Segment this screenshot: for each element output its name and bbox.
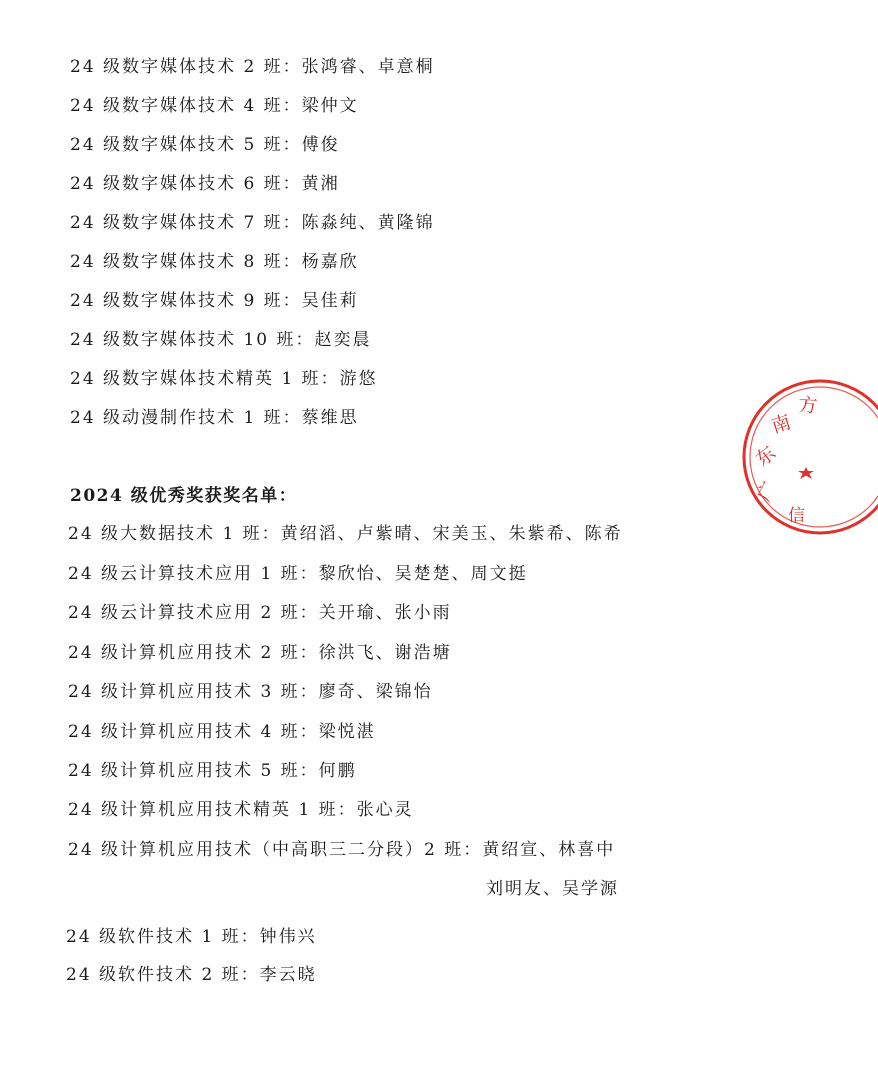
- award-line: 24 级动漫制作技术 1 班：蔡维思: [70, 408, 359, 428]
- seal-char: 东: [751, 441, 781, 471]
- seal-char: 信: [788, 506, 805, 526]
- official-seal: [738, 375, 878, 545]
- award-line: 24 级计算机应用技术 3 班：廖奇、梁锦怡: [68, 682, 433, 702]
- seal-char: 广: [752, 478, 782, 506]
- award-line-continuation: 刘明友、吴学源: [486, 879, 619, 899]
- award-line: 24 级计算机应用技术 2 班：徐洪飞、谢浩塘: [68, 643, 452, 663]
- award-line: 24 级数字媒体技术精英 1 班：游悠: [70, 369, 378, 389]
- award-line: 24 级软件技术 2 班：李云晓: [66, 965, 317, 985]
- award-line: 24 级数字媒体技术 2 班：张鸿睿、卓意桐: [70, 57, 435, 77]
- award-line: 24 级数字媒体技术 6 班：黄湘: [70, 174, 340, 194]
- seal-char: 方: [797, 394, 819, 418]
- award-line: 24 级计算机应用技术 4 班：梁悦湛: [68, 722, 376, 742]
- award-line: 24 级计算机应用技术 5 班：何鹏: [68, 761, 357, 781]
- award-line: 24 级数字媒体技术 5 班：傅俊: [70, 135, 340, 155]
- award-line: 24 级数字媒体技术 10 班：赵奕晨: [70, 330, 372, 350]
- seal-char: 南: [768, 410, 794, 438]
- seal-star-icon: [798, 467, 814, 479]
- award-line: 24 级计算机应用技术精英 1 班：张心灵: [68, 800, 414, 820]
- section-heading: 2024 级优秀奖获奖名单：: [70, 486, 298, 506]
- award-line: 24 级数字媒体技术 4 班：梁仲文: [70, 96, 359, 116]
- award-line: 24 级云计算技术应用 1 班：黎欣怡、吴楚楚、周文挺: [68, 564, 528, 584]
- award-line: 24 级计算机应用技术（中高职三二分段）2 班：黄绍宣、林喜中: [68, 840, 616, 860]
- award-line: 24 级数字媒体技术 8 班：杨嘉欣: [70, 252, 359, 272]
- award-line: 24 级软件技术 1 班：钟伟兴: [66, 927, 317, 947]
- award-line: 24 级数字媒体技术 7 班：陈淼纯、黄隆锦: [70, 213, 435, 233]
- award-line: 24 级云计算技术应用 2 班：关开瑜、张小雨: [68, 603, 452, 623]
- award-line: 24 级大数据技术 1 班：黄绍滔、卢紫晴、宋美玉、朱紫希、陈希: [68, 524, 623, 544]
- award-line: 24 级数字媒体技术 9 班：吴佳莉: [70, 291, 359, 311]
